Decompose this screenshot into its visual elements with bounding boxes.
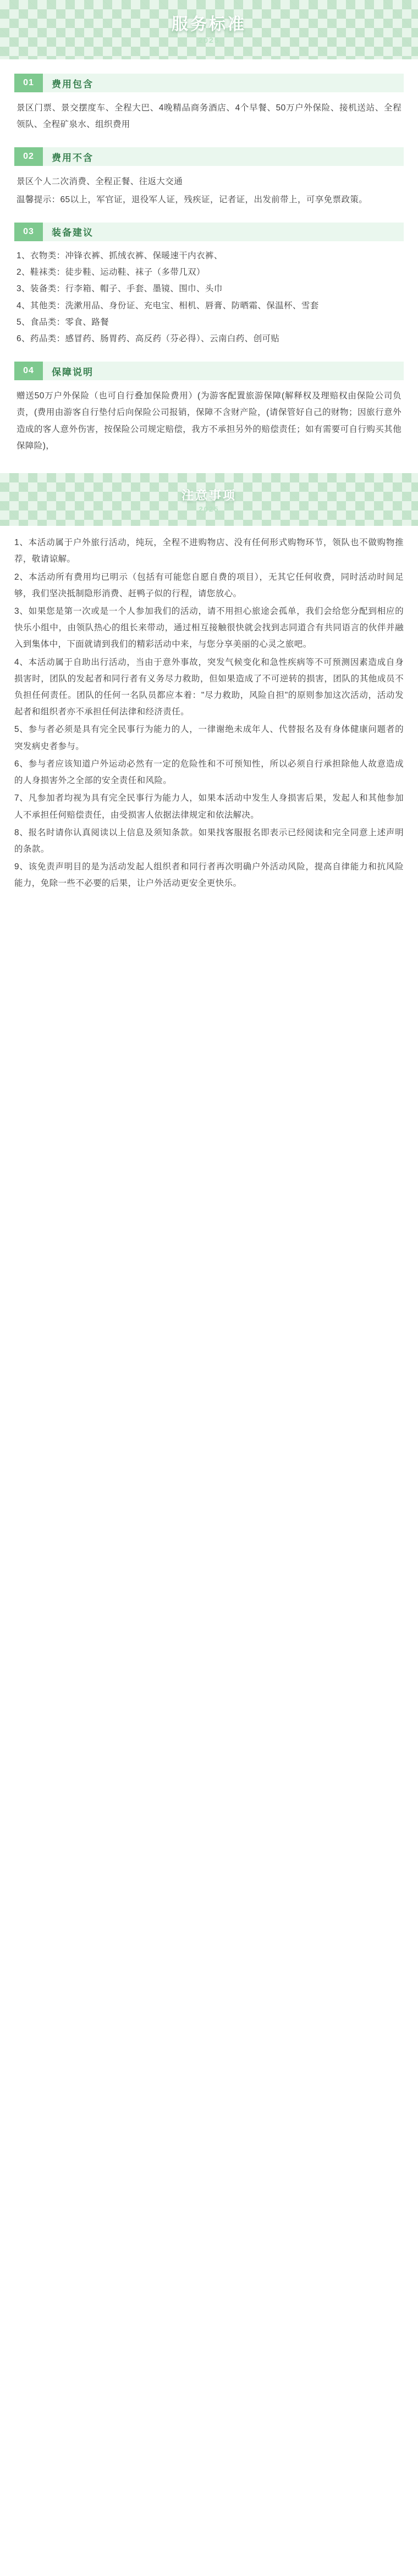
section-number: 04 — [14, 362, 43, 380]
notice-title-year: 2025 — [199, 504, 219, 513]
section-title: 费用不含 — [52, 152, 94, 163]
notice-list — [0, 526, 418, 892]
notice-item: 8、报名时请你认真阅读以上信息及须知条款。如果找客服报名即表示已经阅读和完全同意上述声明的条款。 — [14, 828, 404, 854]
list-item: 5、食品类：零食、路餐 — [16, 317, 109, 327]
notice-header-banner — [0, 473, 418, 526]
section-number: 02 — [14, 147, 43, 166]
section-paragraph: 景区门票、景交摆度车、全程大巴、4晚精品商务酒店、4个早餐、50万户外保险、接机送站、全程领队、全程矿泉水、组织费用 — [16, 103, 402, 130]
section-number: 01 — [14, 74, 43, 92]
section-paragraph: 景区个人二次消费、全程正餐、往返大交通 — [16, 177, 183, 187]
section-header — [14, 362, 404, 380]
notice-item: 9、该免责声明目的是为活动发起人组织者和同行者再次明确户外活动风险，提高自律能力和抗风险能力，免除一些不必要的后果，让户外活动更安全更快乐。 — [14, 862, 404, 889]
section-title: 保障说明 — [52, 367, 94, 377]
section-equipment-advice — [0, 223, 418, 347]
section-fee-excluded — [0, 147, 418, 208]
section-paragraph: 赠送50万户外保险（也可自行叠加保险费用）(为游客配置旅游保障(解释权及理赔权由保险公司负责，(费用由游客自行垫付后向保险公司报销，保障不含财产险，(请保管好自己的财物；因旅行意外造成的客人意外伤害，按保险公司规定赔偿，我方不承担另外的赔偿责任；如有需要可自行购买其他保障险)， — [16, 391, 402, 451]
section-insurance-statement — [0, 362, 418, 454]
notice-item: 5、参与者必须是具有完全民事行为能力的人，一律谢绝未成年人、代替报名及有身体健康问题者的突发病史者参与。 — [14, 725, 404, 751]
section-header — [14, 147, 404, 166]
notice-item: 1、本活动属于户外旅行活动，纯玩，全程不进购物店、没有任何形式购物环节，领队也不做购物推荐，敬请谅解。 — [14, 538, 404, 564]
list-item: 3、装备类：行李箱、帽子、手套、墨镜、围巾、头巾 — [16, 284, 223, 294]
page-title: 服务标准 — [172, 15, 246, 34]
notice-title: 注意事项 — [181, 488, 237, 502]
list-item: 1、衣物类：冲锋衣裤、抓绒衣裤、保暖速干内衣裤、 — [16, 251, 223, 260]
section-fee-included — [0, 74, 418, 133]
section-number: 03 — [14, 223, 43, 241]
section-header — [14, 223, 404, 241]
notice-item: 2、本活动所有费用均已明示（包括有可能您自愿自费的项目），无其它任何收费，同时活动时间足够，我们坚决抵制隐形消费、赶鸭子似的行程，请您放心。 — [14, 572, 404, 598]
notice-item: 3、如果您是第一次或是一个人参加我们的活动，请不用担心旅途会孤单，我们会给您分配到相应的快乐小组中，由领队热心的组长来带动，通过相互接触很快就会找到志同道合有共同语言的伙伴并融入到集体中，下面就请到我们的精彩活动中来，与您分享美丽的心灵之旅吧。 — [14, 606, 404, 649]
section-title-wrap — [43, 74, 404, 92]
section-paragraph-note: 温馨提示：65以上，军官证，退役军人证，残疾证，记者证，出发前带上，可享免票政策。 — [16, 195, 368, 204]
section-title: 装备建议 — [52, 227, 94, 238]
notice-item: 7、凡参加者均视为具有完全民事行为能力人，如果本活动中发生人身损害后果，发起人和其他参加人不承担任何赔偿责任，由受损害人依据法律规定和依法解决。 — [14, 793, 404, 820]
notice-item: 4、本活动属于自助出行活动，当由于意外事故，突发气候变化和急性疾病等不可预测因素造成自身损害时，团队的发起者和同行者有义务尽力救助，但如果造成了不可逆转的损害，团队的其他成员不负担任何责任。团队的任何一名队员都应本着："尽力救助，风险自担"的原则参加这次活动，活动发起者和组织者亦不承担任何法律和经济责任。 — [14, 657, 404, 717]
list-item: 6、药品类：感冒药、肠胃药、高反药（芬必得）、云南白药、创可贴 — [16, 334, 280, 343]
section-title: 费用包含 — [52, 79, 94, 90]
section-title-wrap — [43, 362, 404, 380]
notice-item: 6、参与者应该知道户外运动必然有一定的危险性和不可预知性，所以必须自行承担除他人故意造成的人身损害外之全部的安全责任和风险。 — [14, 759, 404, 786]
page-title-year: 2025 — [198, 35, 220, 45]
page-header-banner — [0, 0, 418, 59]
section-title-wrap — [43, 147, 404, 166]
section-title-wrap — [43, 223, 404, 241]
section-header — [14, 74, 404, 92]
list-item: 2、鞋袜类：徒步鞋、运动鞋、袜子（多带几双） — [16, 268, 205, 277]
list-item: 4、其他类：洗漱用品、身份证、充电宝、相机、唇膏、防晒霜、保温杯、雪套 — [16, 301, 319, 310]
service-standard-page — [0, 0, 418, 910]
